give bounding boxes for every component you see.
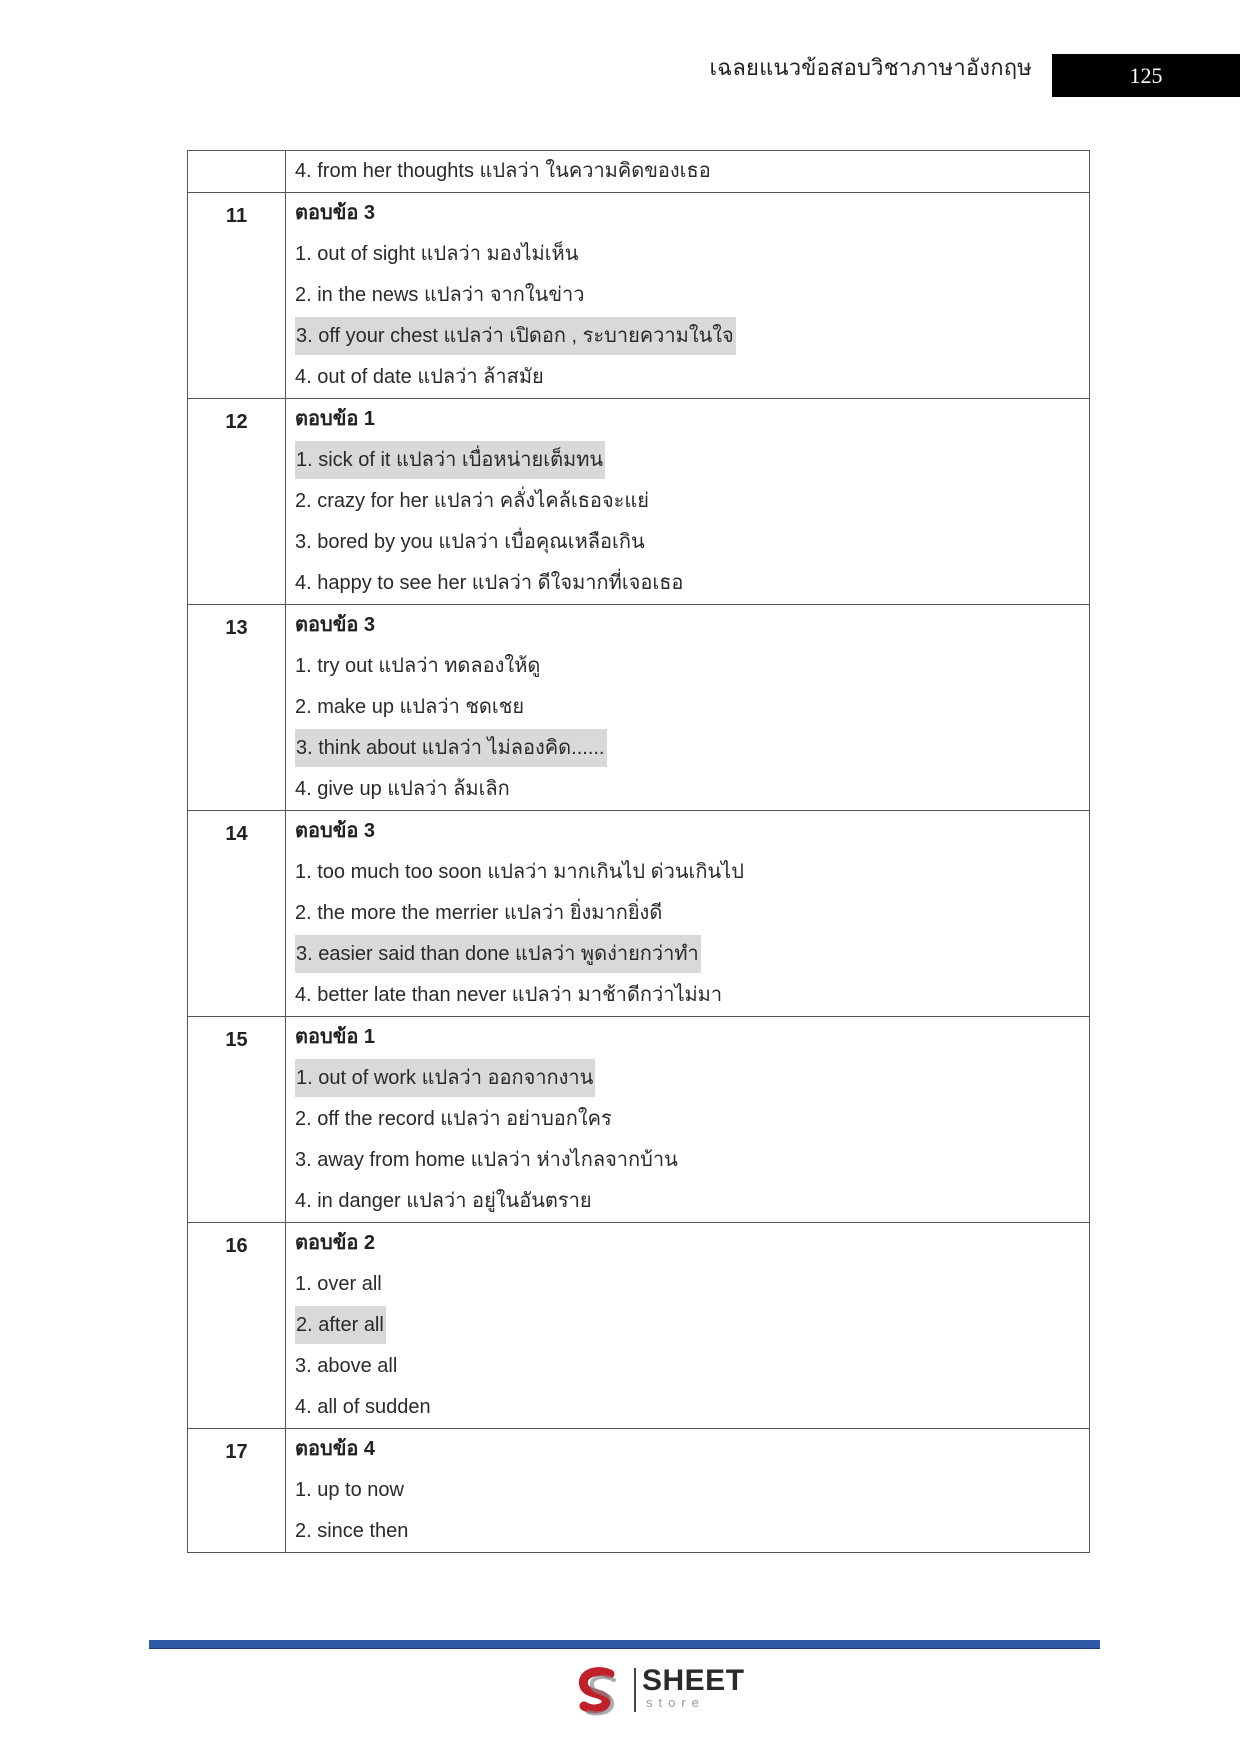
option-line bbox=[295, 1470, 1089, 1511]
option-text: 4. in danger แปลว่า อยู่ในอันตราย bbox=[295, 1190, 592, 1212]
option-line bbox=[295, 316, 1089, 357]
answer-cell bbox=[286, 193, 1090, 399]
logo-wordmark: SHEET bbox=[642, 1664, 745, 1697]
correct-answer-label: ตอบข้อ 1 bbox=[295, 1026, 376, 1048]
option-line bbox=[295, 1181, 1089, 1222]
logo-subtext: store bbox=[646, 1695, 705, 1710]
answer-cell bbox=[286, 1017, 1090, 1223]
page-number: 125 bbox=[1052, 54, 1240, 97]
option-line bbox=[295, 687, 1089, 728]
highlighted-option-text: 2. after all bbox=[295, 1306, 386, 1344]
option-text: 1. out of sight แปลว่า มองไม่เห็น bbox=[295, 243, 579, 265]
correct-answer-label: ตอบข้อ 3 bbox=[295, 614, 376, 636]
answer-cell bbox=[286, 1223, 1090, 1429]
option-line bbox=[295, 481, 1089, 522]
highlighted-option-text: 1. sick of it แปลว่า เบื่อหน่ายเต็มทน bbox=[295, 441, 605, 479]
question-number: 11 bbox=[188, 193, 286, 399]
table-row bbox=[188, 193, 1090, 399]
footer-rule bbox=[149, 1640, 1100, 1649]
correct-answer-label: ตอบข้อ 4 bbox=[295, 1438, 376, 1460]
option-text: 2. off the record แปลว่า อย่าบอกใคร bbox=[295, 1108, 612, 1130]
option-text: 3. away from home แปลว่า ห่างไกลจากบ้าน bbox=[295, 1149, 678, 1171]
option-text: 4. out of date แปลว่า ล้าสมัย bbox=[295, 366, 544, 388]
option-text: 1. too much too soon แปลว่า มากเกินไป ด่วนเกินไป bbox=[295, 861, 744, 883]
option-text: 2. since then bbox=[295, 1520, 409, 1542]
question-number bbox=[188, 151, 286, 193]
option-line bbox=[295, 1511, 1089, 1552]
correct-answer-label: ตอบข้อ 3 bbox=[295, 202, 376, 224]
option-line bbox=[295, 1058, 1089, 1099]
table-row bbox=[188, 1429, 1090, 1553]
question-number: 16 bbox=[188, 1223, 286, 1429]
option-text: 4. happy to see her แปลว่า ดีใจมากที่เจอเธอ bbox=[295, 572, 684, 594]
option-line bbox=[295, 1140, 1089, 1181]
question-number: 15 bbox=[188, 1017, 286, 1223]
highlighted-option-text: 3. think about แปลว่า ไม่ลองคิด...... bbox=[295, 729, 607, 767]
answer-key-table bbox=[187, 150, 1090, 1553]
option-line bbox=[295, 1305, 1089, 1346]
option-text: 3. bored by you แปลว่า เบื่อคุณเหลือเกิน bbox=[295, 531, 645, 553]
option-line bbox=[295, 852, 1089, 893]
table-row bbox=[188, 1223, 1090, 1429]
option-text: 4. give up แปลว่า ล้มเลิก bbox=[295, 778, 510, 800]
option-line bbox=[295, 1387, 1089, 1428]
table-row bbox=[188, 151, 1090, 193]
option-text: 4. all of sudden bbox=[295, 1396, 431, 1418]
option-line bbox=[295, 893, 1089, 934]
answer-cell bbox=[286, 605, 1090, 811]
option-line bbox=[295, 522, 1089, 563]
option-text: 2. make up แปลว่า ชดเชย bbox=[295, 696, 525, 718]
answer-cell bbox=[286, 399, 1090, 605]
highlighted-option-text: 1. out of work แปลว่า ออกจากงาน bbox=[295, 1059, 595, 1097]
option-text: 1. up to now bbox=[295, 1479, 404, 1501]
answer-cell bbox=[286, 151, 1090, 193]
option-text: 2. crazy for her แปลว่า คลั่งไคล้เธอจะแย่ bbox=[295, 490, 650, 512]
question-number: 13 bbox=[188, 605, 286, 811]
answer-cell bbox=[286, 811, 1090, 1017]
option-line bbox=[295, 646, 1089, 687]
option-line bbox=[295, 563, 1089, 604]
question-number: 12 bbox=[188, 399, 286, 605]
option-line bbox=[295, 357, 1089, 398]
correct-answer-label: ตอบข้อ 2 bbox=[295, 1232, 376, 1254]
highlighted-option-text: 3. easier said than done แปลว่า พูดง่ายกว่าทำ bbox=[295, 935, 701, 973]
option-line bbox=[295, 151, 1089, 192]
option-line bbox=[295, 275, 1089, 316]
answer-cell bbox=[286, 1429, 1090, 1553]
running-header-title: เฉลยแนวข้อสอบวิชาภาษาอังกฤษ bbox=[709, 55, 1032, 80]
option-text: 4. from her thoughts แปลว่า ในความคิดของเธอ bbox=[295, 160, 711, 182]
option-line bbox=[295, 769, 1089, 810]
table-row bbox=[188, 811, 1090, 1017]
option-line bbox=[295, 234, 1089, 275]
option-line bbox=[295, 1099, 1089, 1140]
option-line bbox=[295, 728, 1089, 769]
table-row bbox=[188, 399, 1090, 605]
question-number: 17 bbox=[188, 1429, 286, 1553]
option-text: 2. in the news แปลว่า จากในข่าว bbox=[295, 284, 585, 306]
option-text: 2. the more the merrier แปลว่า ยิ่งมากยิ่งดี bbox=[295, 902, 663, 924]
table-row bbox=[188, 1017, 1090, 1223]
question-number: 14 bbox=[188, 811, 286, 1017]
option-text: 1. over all bbox=[295, 1273, 382, 1295]
option-text: 4. better late than never แปลว่า มาช้าดีกว่าไม่มา bbox=[295, 984, 723, 1006]
correct-answer-label: ตอบข้อ 1 bbox=[295, 408, 376, 430]
table-row bbox=[188, 605, 1090, 811]
option-line bbox=[295, 1346, 1089, 1387]
option-line bbox=[295, 934, 1089, 975]
option-line bbox=[295, 440, 1089, 481]
option-text: 1. try out แปลว่า ทดลองให้ดู bbox=[295, 655, 541, 677]
option-line bbox=[295, 1264, 1089, 1305]
highlighted-option-text: 3. off your chest แปลว่า เปิดอก , ระบายความในใจ bbox=[295, 317, 736, 355]
option-line bbox=[295, 975, 1089, 1016]
option-text: 3. above all bbox=[295, 1355, 398, 1377]
correct-answer-label: ตอบข้อ 3 bbox=[295, 820, 376, 842]
logo-divider bbox=[634, 1668, 636, 1712]
